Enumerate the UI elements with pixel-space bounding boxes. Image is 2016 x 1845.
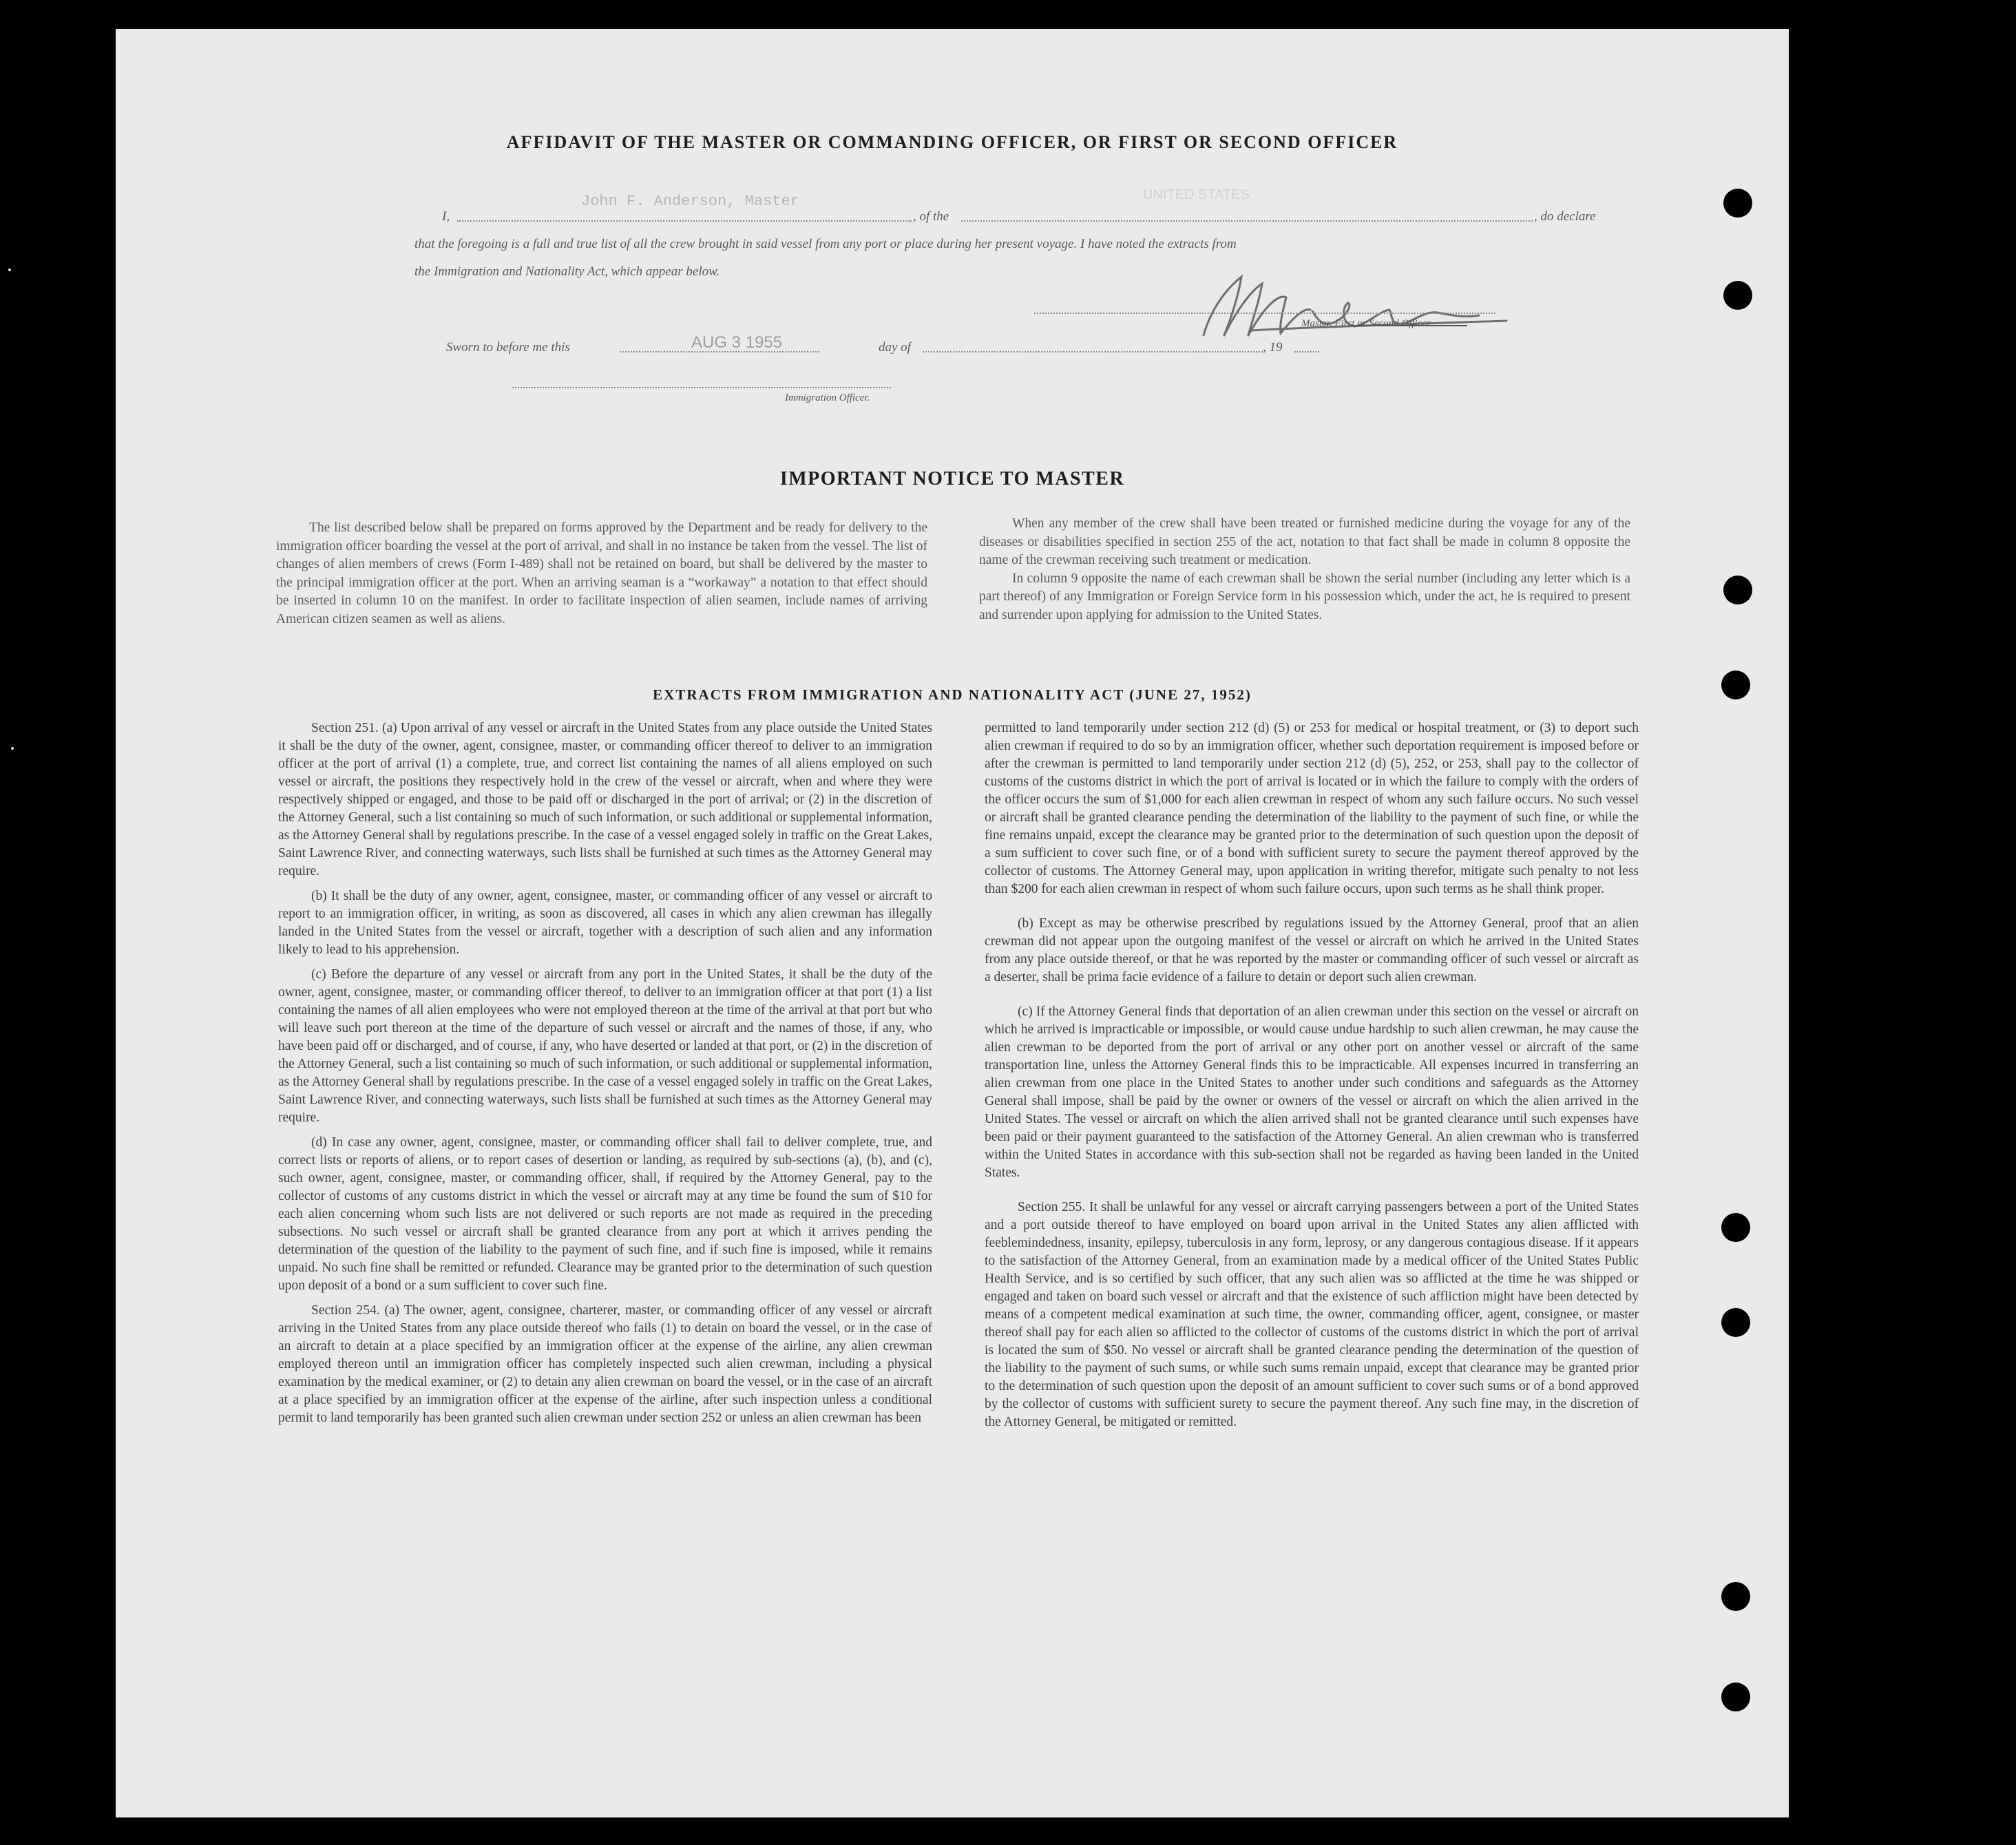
- extract-section-254a-continued: permitted to land temporarily under section 212 (d) (5) or 253 for medical or hospital treatment, or (3) to deport such alien crewman if required to do so by an immigration officer, whether such deportation requirement is imposed before or after the crewman is permitted to land temporarily under section 212 (d) (5), 252, or 253, shall pay to the collector of customs of the customs district in which the port of arrival is located or in which the failure to comply with the orders of the officer occurs the sum of $1,000 for each alien crewman in respect of whom any such failure occurs. No such vessel or aircraft shall be granted clearance pending the determination of the liability to the payment of such fine, or while the fine remains unpaid, except the clearance may be granted prior to the determination of such question upon the deposit of a sum sufficient to cover such fine, or of a bond with sufficient surety to secure the payment thereof approved by the collector of customs. The Attorney General may, upon application in writing therefor, mitigate such penalty to not less than $200 for each alien crewman in respect of whom such failure occurs, upon such terms as he shall think proper.: [985, 721, 1639, 896]
- punch-hole: [1721, 1683, 1750, 1711]
- extract-section-255: Section 255. It shall be unlawful for any vessel or aircraft carrying passengers between a port of the United States and a port outside thereof to have employed on board upon arrival in the United States any alien afflicted with feeblemindedness, insanity, epilepsy, tuberculosis in any form, leprosy, or any dangerous contagious disease. If it appears to the satisfaction of the Attorney General, from an examination made by a medical officer of the United States Public Health Service, and is so certified by such officer, that any such alien was so afflicted at the time he was shipped or engaged and taken on board such vessel or aircraft and that the existence of such affliction might have been detected by means of a competent medical examination at such time, the owner, commanding officer, agent, consignee, or master thereof shall pay for each alien so afflicted to the collector of customs of the customs district in which the port of arrival is located the sum of $50. No vessel or aircraft shall be granted clearance pending the determination of the question of the liability to the payment of such sums, or while such sums remain unpaid, except that clearance may be granted prior to the determination of such question upon the deposit of an amount sufficient to cover such sums or of a bond approved by the collector of customs with sufficient surety to secure the payment thereof. Any such fine may, in the discretion of the Attorney General, be mitigated or remitted.: [985, 1200, 1639, 1429]
- month-line: [923, 351, 1263, 352]
- day-of-label: day of: [879, 340, 911, 355]
- declaration-of-the-label: , of the: [913, 209, 949, 224]
- extract-section-251c: (c) Before the departure of any vessel or aircraft from any port in the United States, it shall be the duty of the owner, agent, consignee, master, or commanding officer thereof, to deliver to an immigration officer at that port (1) a list containing the names of all alien employees who were not employed thereon at the time of the arrival at that port but who will leave such port thereon at the time of the departure of such vessel or aircraft and the names of those, if any, who have been paid off or discharged, and of course, if any, who have deserted or landed at that port, or (2) in the discretion of the Attorney General, such a list containing so much of such information, or such additional or supplemental information, as the Attorney General shall by regulations prescribe. In the case of a vessel engaged solely in traffic on the Great Lakes, Saint Lawrence River, and connecting waterways, such lists shall be furnished at such times as the Attorney General may require.: [278, 967, 932, 1125]
- punch-hole: [1723, 576, 1752, 604]
- extracts-right-column: [985, 719, 1639, 1438]
- strikethrough-first-second: [1352, 325, 1467, 326]
- punch-hole: [1723, 281, 1752, 310]
- extracts-left-column: [278, 719, 932, 1434]
- scan-speck: [8, 268, 11, 271]
- notice-title: IMPORTANT NOTICE TO MASTER: [779, 468, 1125, 489]
- immigration-officer-caption: Immigration Officer.: [785, 392, 870, 403]
- declaration-text-line-2: that the foregoing is a full and true list of all the crew brought in said vessel from any port or place during her present voyage. I have noted the extracts from: [414, 237, 1237, 251]
- punch-hole: [1721, 1582, 1750, 1611]
- notice-paragraph: In column 9 opposite the name of each crewman shall be shown the serial number (including any letter which is a part thereof) of any Immigration or Foreign Service form in his possession which, under the act, he is required to present and surrender upon applying for admission to the United States.: [979, 571, 1630, 622]
- extract-section-251d: (d) In case any owner, agent, consignee, master, or commanding officer shall fail to deliver complete, true, and correct lists or reports of aliens, or to report cases of desertion or landing, as required by sub-sections (a), (b), and (c), such owner, agent, consignee, master, or commanding officer, shall, if required by the Attorney General, pay to the collector of customs of any customs district in which the vessel or aircraft may at any time be found the sum of $10 for each alien concerning whom such lists are not delivered or such reports are not made as required in the preceding subsections. No such vessel or aircraft shall be granted clearance from any port at which it arrives pending the determination of the question of the liability to the payment of such fine, and if such fine is imposed, while it remains unpaid. No such fine shall be remitted or refunded. Clearance may be granted prior to the determination of such question upon deposit of a bond or a sum sufficient to cover such fine.: [278, 1135, 932, 1293]
- name-line: [457, 220, 912, 222]
- typed-vessel-name: UNITED STATES: [1143, 187, 1250, 202]
- notice-paragraph: When any member of the crew shall have been treated or furnished medicine during the voyage for any of the diseases or disabilities specified in section 255 of the act, notation to that fact shall be made in column 8 opposite the name of the crewman receiving such treatment or medication.: [979, 516, 1630, 567]
- extract-section-251a: Section 251. (a) Upon arrival of any vessel or aircraft in the United States from any place outside the United States it shall be the duty of the owner, agent, consignee, master, or commanding officer thereof to deliver to an immigration officer at the port of arrival (1) a complete, true, and correct list containing the names of all aliens employed on such vessel or aircraft, the positions they respectively hold in the crew of the vessel or aircraft, when and where they were respectively shipped or engaged, and those to be paid off or discharged in the port of arrival; or (2) in the discretion of the Attorney General, such a list containing so much of such information, or such additional or supplemental information, as the Attorney General shall by regulations prescribe. In the case of a vessel engaged solely in traffic on the Great Lakes, Saint Lawrence River, and connecting waterways, such lists shall be furnished at such times as the Attorney General may require.: [278, 721, 932, 878]
- scan-speck: [11, 747, 14, 750]
- master-signature: [1121, 270, 1548, 346]
- year-label: , 19: [1263, 340, 1283, 355]
- declaration-text-line-3: the Immigration and Nationality Act, which appear below.: [414, 264, 720, 279]
- notice-paragraph: The list described below shall be prepared on forms approved by the Department and be ready for delivery to the immigration officer boarding the vessel at the port of arrival, and shall in no instance be taken from the vessel. The list of changes of alien members of crews (Form I-489) shall not be retained on board, but shall be delivered by the master to the principal immigration officer at the port. When an arriving seaman is a “workaway” a notation to that effect should be inserted in column 10 on the manifest. In order to facilitate inspection of alien seamen, include names of arriving American citizen seamen as well as aliens.: [276, 520, 927, 626]
- notice-right-column: [979, 515, 1630, 631]
- signature-line: [1034, 313, 1495, 314]
- notice-left-column: [276, 519, 927, 635]
- punch-hole: [1721, 1308, 1750, 1337]
- extract-section-254a: Section 254. (a) The owner, agent, consignee, charterer, master, or commanding officer of any vessel or aircraft arriving in the United States from any place outside thereof who fails (1) to detain on board the vessel, or in the case of an aircraft to detain at a place specified by an immigration officer at the expense of the airline, any alien crewman employed thereon until an immigration officer has completely inspected such alien crewman, including a physical examination by the medical examiner, or (2) to detain any alien crewman on board the vessel, or in the case of an aircraft at a place specified by an immigration officer at the expense of the airline, after such inspection unless a conditional permit to land temporarily has been granted such alien crewman under section 252 or unless an alien crewman has been: [278, 1303, 932, 1425]
- sworn-label: Sworn to before me this: [446, 340, 570, 355]
- extract-section-254b: (b) Except as may be otherwise prescribed by regulations issued by the Attorney General, proof that an alien crewman did not appear upon the outgoing manifest of the vessel or aircraft on which he arrived in the United States from any place outside thereof, or that he was reported by the master or commanding officer of such vessel or aircraft as a deserter, shall be prima facie evidence of a failure to detain or deport such alien crewman.: [985, 916, 1639, 984]
- affidavit-title: AFFIDAVIT OF THE MASTER OR COMMANDING OFFICER, OR FIRST OR SECOND OFFICER: [506, 132, 1398, 152]
- signature-caption: Master, First or Second Officer.: [1301, 318, 1432, 329]
- typed-master-name: John F. Anderson, Master: [581, 193, 799, 210]
- punch-hole: [1723, 189, 1752, 218]
- declaration-i-label: I,: [442, 209, 450, 224]
- sworn-date-stamp: AUG 3 1955: [691, 333, 783, 352]
- extract-section-254c: (c) If the Attorney General finds that deportation of an alien crewman under this section on the vessel or aircraft on which he arrived is impracticable or impossible, or would cause undue hardship to such alien crewman, he may cause the alien crewman to be deported from the port of arrival or any other port on another vessel or aircraft of the same transportation line, unless the Attorney General finds this to be impracticable. All expenses incurred in transferring an alien crewman from one place in the United States to another under such conditions and safeguards as the Attorney General shall impose, shall be paid by the owner or owners of the vessel or aircraft on which the alien arrived in the United States. The vessel or aircraft on which the alien arrived shall not be granted clearance until such expenses have been paid or their payment guaranteed to the satisfaction of the Attorney General. An alien crewman who is transferred within the United States in accordance with this sub-section shall not be regarded as having been landed in the United States.: [985, 1004, 1639, 1180]
- extract-section-251b: (b) It shall be the duty of any owner, agent, consignee, master, or commanding officer of any vessel or aircraft to report to an immigration officer, in writing, as soon as discovered, all cases in which any alien crewman has illegally landed in the United States from the vessel or aircraft, together with a description of such alien and any information likely to lead to his apprehension.: [278, 889, 932, 957]
- vessel-line: [961, 220, 1533, 222]
- declaration-do-declare-label: , do declare: [1534, 209, 1596, 224]
- punch-hole: [1721, 1213, 1750, 1242]
- immigration-officer-line: [512, 387, 891, 388]
- year-line: [1294, 351, 1319, 352]
- extracts-title: EXTRACTS FROM IMMIGRATION AND NATIONALITY ACT (JUNE 27, 1952): [653, 686, 1252, 703]
- document-page: [116, 29, 1789, 1817]
